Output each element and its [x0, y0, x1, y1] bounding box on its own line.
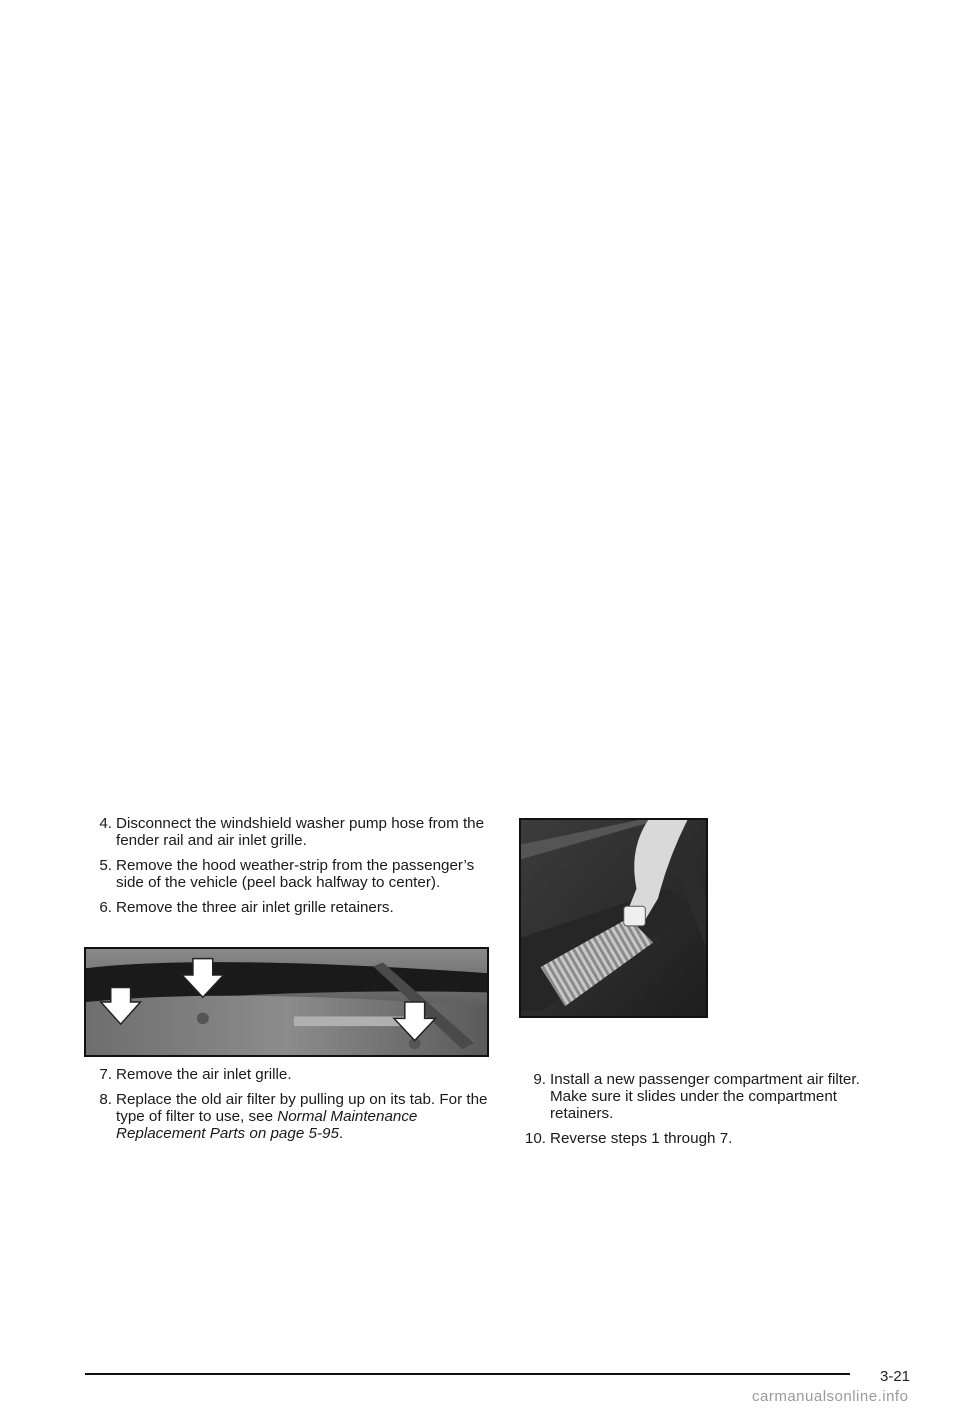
step-7: [78, 1066, 493, 1083]
air-inlet-grille-photo: [84, 947, 489, 1057]
step-number: 9.: [533, 1071, 546, 1088]
step-number: 10.: [524, 1130, 546, 1147]
step-text: [116, 1091, 493, 1142]
step-text: Reverse steps 1 through 7.: [550, 1130, 733, 1147]
step-text: Remove the air inlet grille.: [116, 1066, 292, 1083]
right-column: [520, 1071, 895, 1155]
step-10: [520, 1130, 895, 1147]
step-number: 7.: [99, 1066, 112, 1083]
step-9: [520, 1071, 895, 1122]
step-text: Install a new passenger compartment air filter. Make sure it slides under the compartment retainers.: [550, 1071, 860, 1122]
step-number: 8.: [99, 1091, 112, 1108]
step-8: [78, 1091, 493, 1142]
footer-rule: [85, 1373, 850, 1375]
cross-reference-link[interactable]: Normal Maintenance Replacement Parts on page 5-95: [116, 1108, 418, 1142]
step-text: Remove the hood weather-strip from the passenger’s side of the vehicle (peel back halfway to center).: [116, 857, 475, 891]
left-column-top: [78, 815, 493, 924]
step-4: [78, 815, 493, 849]
step-number: 4.: [99, 815, 112, 832]
watermark: carmanualsonline.info: [752, 1388, 909, 1405]
step-text-lead: Replace the old air filter by pulling up on its tab. For the type of filter to use, see: [116, 1091, 488, 1125]
step-5: [78, 857, 493, 891]
air-filter-photo: [519, 818, 708, 1018]
step-text: Disconnect the windshield washer pump hose from the fender rail and air inlet grille.: [116, 815, 485, 849]
step-text-end: .: [338, 1125, 344, 1142]
step-text: Remove the three air inlet grille retainers.: [116, 899, 394, 916]
step-6: [78, 899, 493, 916]
left-column-bottom: [78, 1066, 493, 1150]
page-number: 3-21: [880, 1368, 911, 1385]
step-number: 6.: [99, 899, 112, 916]
step-number: 5.: [99, 857, 112, 874]
